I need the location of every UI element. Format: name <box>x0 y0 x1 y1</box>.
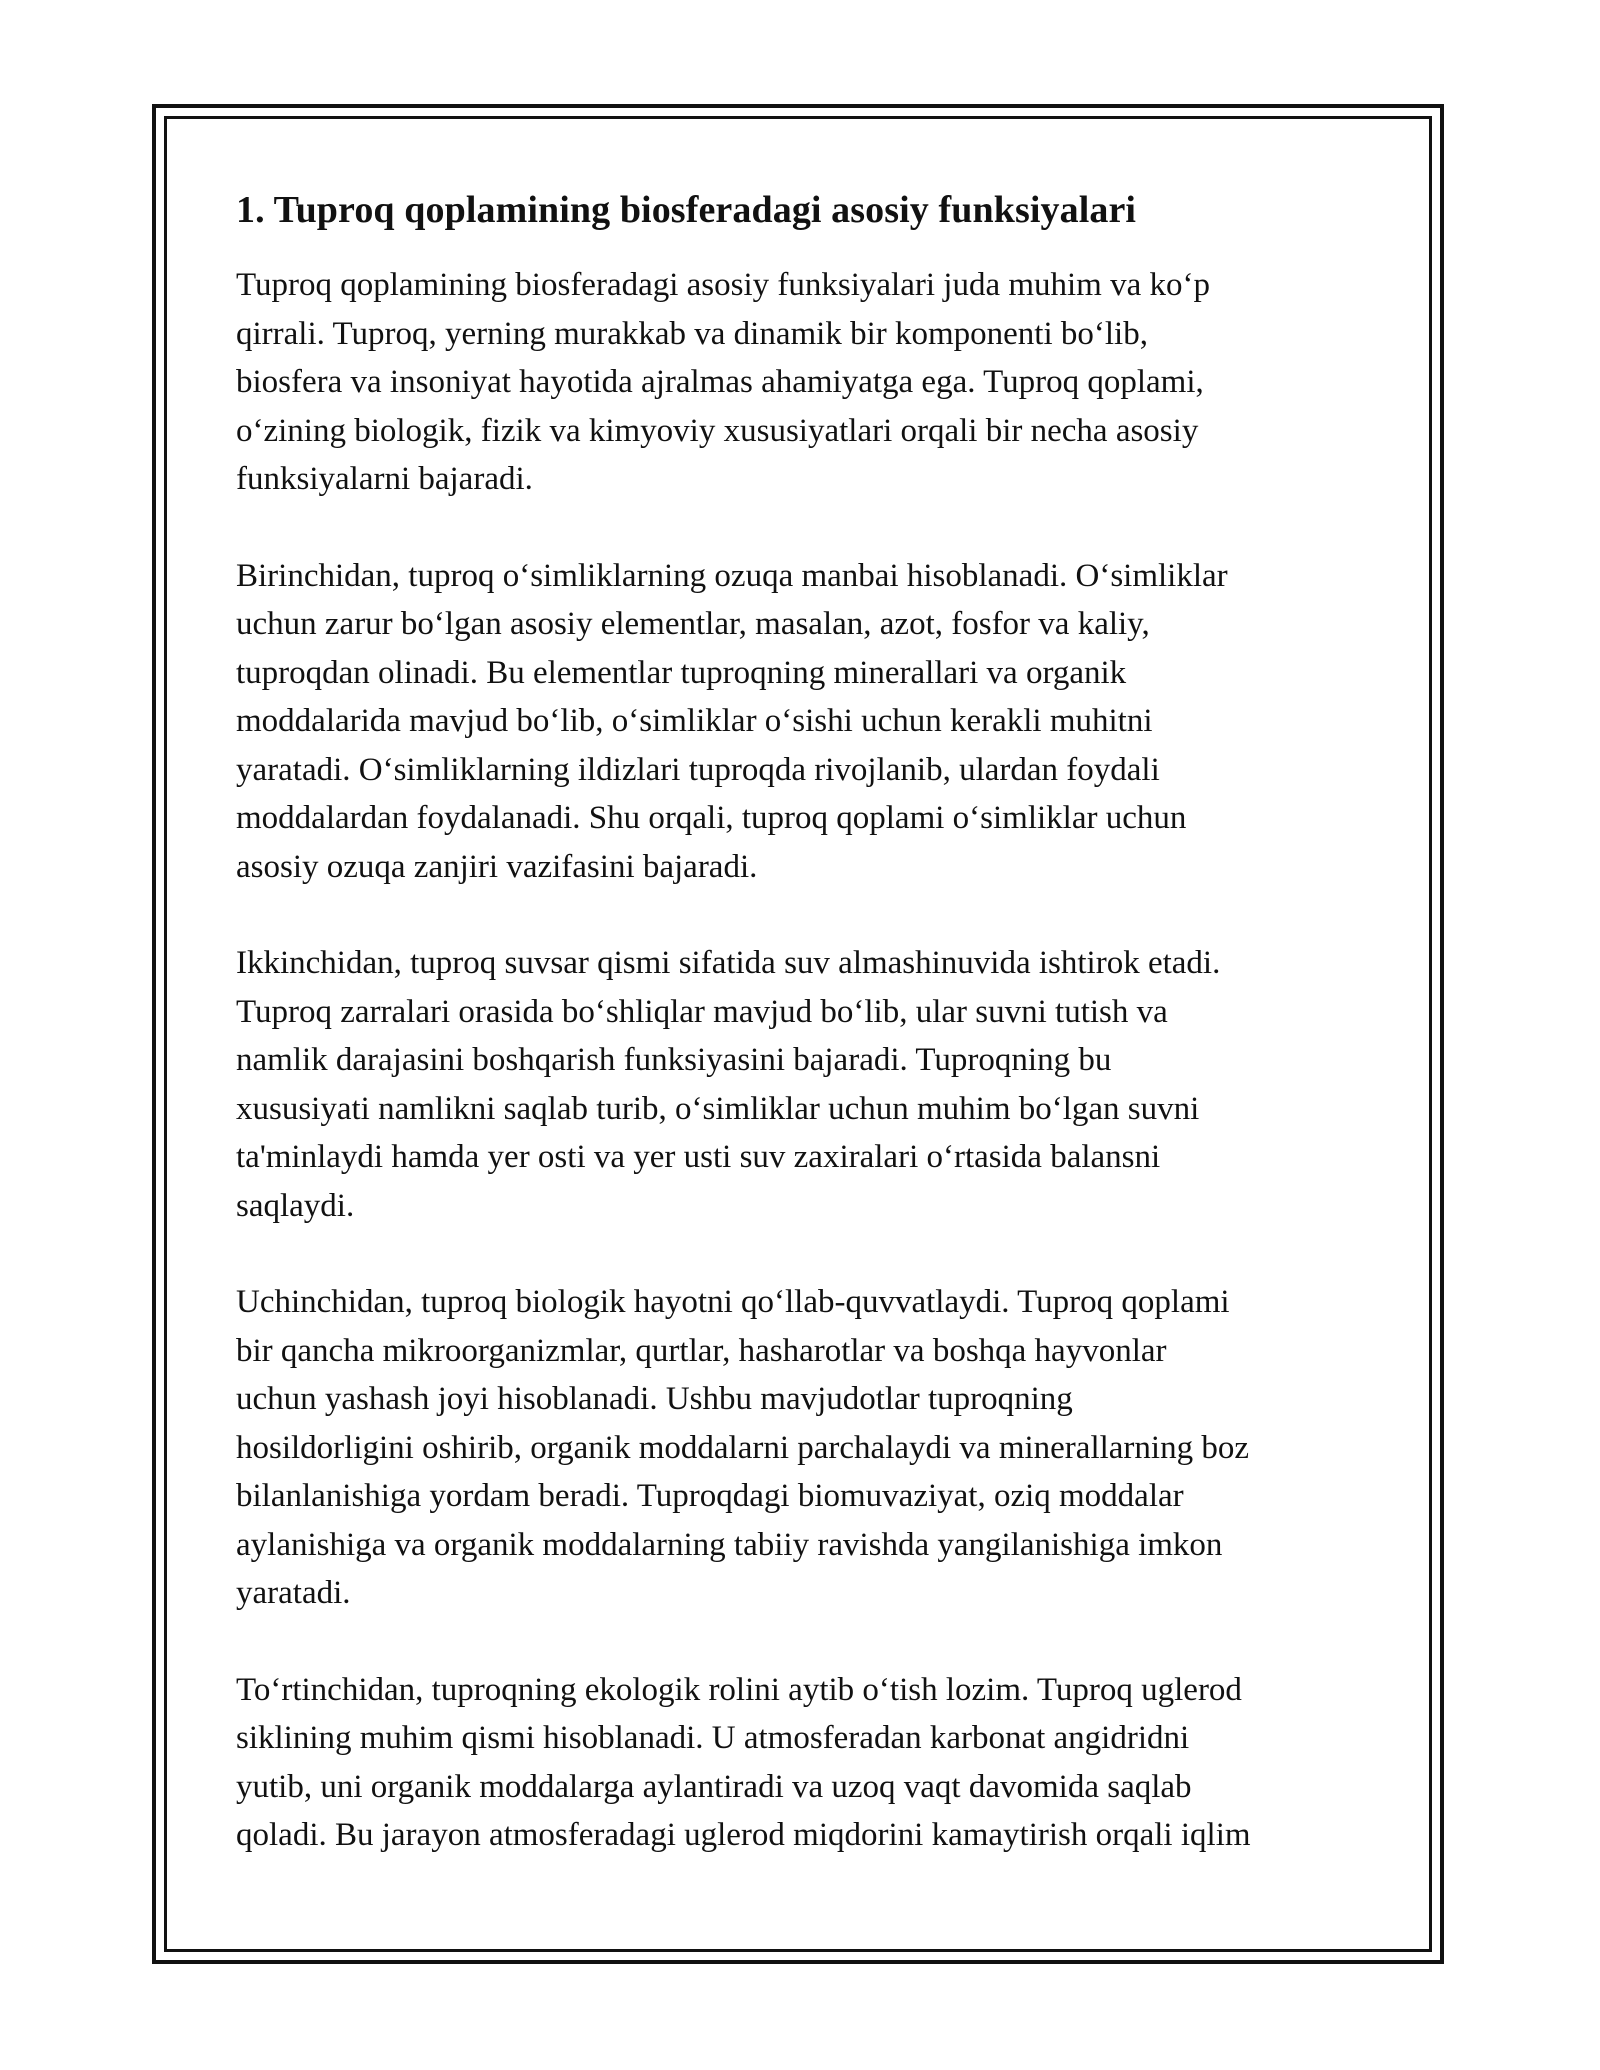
paragraph-third: Uchinchidan, tuproq biologik hayotni qo‘llab-quvvatlaydi. Tuproq qoplami bir qancha mikroorganizmlar, qurtlar, hasharotlar va boshqa hayvonlar uchun yashash joyi hisoblanadi. Ushbu mavjudotlar tuproqning hosildorligini oshirib, organik moddalarni parchalaydi va minerallarning boz bilanlanishiga yordam beradi. Tuproqdagi biomuvaziyat, oziq moddalar aylanishiga va organik moddalarning tabiiy ravishda yangilanishiga imkon yaratadi. <box>236 1284 1249 1612</box>
document-body <box>236 186 1376 1908</box>
paragraph-intro: Tuproq qoplamining biosferadagi asosiy funksiyalari juda muhim va ko‘p qirrali. Tuproq, yerning murakkab va dinamik bir komponenti bo‘lib, biosfera va insoniyat hayotida ajralmas ahamiyatga ega. Tuproq qoplami, o‘zining biologik, fizik va kimyoviy xususiyatlari orqali bir necha asosiy funksiyalarni bajaradi. <box>236 267 1210 498</box>
paragraph-fourth: To‘rtinchidan, tuproqning ekologik rolini aytib o‘tish lozim. Tuproq uglerod siklining muhim qismi hisoblanadi. U atmosferadan karbonat angidridni yutib, uni organik moddalarga aylantiradi va uzoq vaqt davomida saqlab qoladi. Bu jarayon atmosferadagi uglerod miqdorini kamaytirish orqali iqlim <box>236 1671 1251 1854</box>
paragraph-second: Ikkinchidan, tuproq suvsar qismi sifatida suv almashinuvida ishtirok etadi. Tuproq zarralari orasida bo‘shliqlar mavjud bo‘lib, ular suvni tutish va namlik darajasini boshqarish funksiyasini bajaradi. Tuproqning bu xususiyati namlikni saqlab turib, o‘simliklar uchun muhim bo‘lgan suvni ta'minlaydi hamda yer osti va yer usti suv zaxiralari o‘rtasida balansni saqlaydi. <box>236 945 1221 1224</box>
section-heading: 1. Tuproq qoplamining biosferadagi asosiy funksiyalari <box>236 189 1137 231</box>
paragraph-first: Birinchidan, tuproq o‘simliklarning ozuqa manbai hisoblanadi. O‘simliklar uchun zarur bo‘lgan asosiy elementlar, masalan, azot, fosfor va kaliy, tuproqdan olinadi. Bu elementlar tuproqning minerallari va organik moddalarida mavjud bo‘lib, o‘simliklar o‘sishi uchun kerakli muhitni yaratadi. O‘simliklarning ildizlari tuproqda rivojlanib, ulardan foydali moddalardan foydalanadi. Shu orqali, tuproq qoplami o‘simliklar uchun asosiy ozuqa zanjiri vazifasini bajaradi. <box>236 557 1228 885</box>
